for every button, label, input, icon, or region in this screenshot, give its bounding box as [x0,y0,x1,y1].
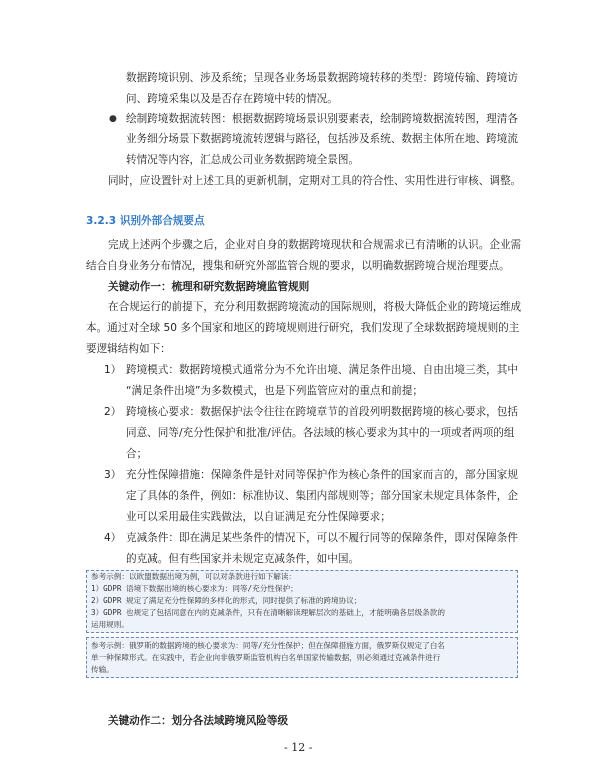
example-line: 3）GDPR 也规定了包括同意在内的克减条件，只有在清晰解读理解层次的基础上，才能明确各层级条款的 [91,608,445,617]
page-number: - 12 - [284,741,313,754]
list-item-line: 同意、同等/充分性保护和批准/评估。各法域的核心要求为其中的一项或者两项的组 [126,427,515,439]
list-item-line: 充分性保障措施：保障条件是针对同等保护作为核心条件的国家而言的，部分国家规 [126,469,518,481]
bullet-dot-icon: ● [109,114,117,124]
bullet-line: 转情况等内容，汇总成公司业务数据跨境全景图。 [126,154,360,166]
list-number: 1） [104,364,122,376]
example-line: 1）GDPR 语境下数据出境的核心要求为：同等/充分性保护； [91,584,298,593]
intro-line: 问、跨境采集以及是否存在跨境中转的情况。 [126,93,338,105]
list-item-line: “满足条件出境”为多数模式，也是下列监管应对的重点和前提； [126,385,424,397]
list-item-line: 业可以采用最佳实践做法，以自证满足充分性保障要求； [126,511,391,523]
list-number: 2） [104,406,122,418]
intro-line: 数据跨境识别、涉及系统；呈现各业务场景数据跨境转移的类型：跨境传输、跨境访 [126,72,518,84]
key-action-1-heading: 关键动作一：梳理和研究数据跨境监管规则 [108,281,310,293]
example-line: 参考示例：俄罗斯的数据跨境的核心要求为：同等/充分性保护；但在保障措施方面，俄罗斯仅规定了白名 [91,641,445,650]
paragraph-line: 在合规运行的前提下，充分利用数据跨境流动的国际规则，将极大降低企业的跨境运维成 [108,301,522,313]
paragraph-line: 结合自身业务分布情况，搜集和研究外部监管合规的要求，以明确数据跨境合规治理要点。 [86,260,510,272]
list-item-line: 跨境核心要求：数据保护法令往往在跨境章节的首段列明数据跨境的核心要求，包括 [126,406,518,418]
example-line: 参考示例：以欧盟数据出境为例，可以对条款进行如下解读： [91,572,297,581]
list-item-line: 的克减。但有些国家并未规定克减条件，如中国。 [126,553,360,565]
list-item-line: 定了具体的条件，例如：标准协议、集团内部规则等；部分国家未规定具体条件，企 [126,490,518,502]
list-item-line: 跨境模式：数据跨境模式通常分为不允许出境、满足条件出境、自由出境三类，其中 [126,364,518,376]
paragraph-line: 完成上述两个步骤之后，企业对自身的数据跨境现状和合规需求已有清晰的认识。企业需 [108,239,522,251]
list-number: 4） [104,532,122,544]
example-line: 2）GDPR 规定了满足充分性保障的多样化的形式，同时提供了标准的跨境协议； [91,596,362,605]
paragraph-line: 本。通过对全球 50 多个国家和地区的跨境规则进行研究，我们发现了全球数据跨境规则的主 [86,322,520,334]
paragraph-line: 要逻辑结构如下： [86,343,171,355]
tool-review-paragraph: 同时，应设置针对上述工具的更新机制，定期对工具的符合性、实用性进行审核、调整。 [108,175,522,187]
example-line: 单一种保障形式。在实践中，若企业向非俄罗斯监管机构白名单国家传输数据，则必须通过克减条件进行 [91,653,441,662]
list-number: 3） [104,469,122,481]
example-line: 传输。 [91,665,114,674]
list-item-line: 合； [126,448,148,460]
key-action-2-heading: 关键动作二：划分各法域跨境风险等级 [108,715,289,727]
example-line: 运用规则。 [91,620,129,629]
section-heading: 3.2.3 识别外部合规要点 [86,215,205,227]
example-box-russia [86,637,518,678]
list-item-line: 克减条件：即在满足某些条件的情况下，可以不履行同等的保障条件，即对保障条件 [126,532,518,544]
bullet-line: 绘制跨境数据流转图：根据数据跨境场景识别要素表，绘制跨境数据流转图，理清各 [126,113,518,125]
bullet-line: 业务细分场景下数据跨境流转逻辑与路径，包括涉及系统、数据主体所在地、跨境流 [126,133,518,145]
example-box-eu [86,570,518,633]
